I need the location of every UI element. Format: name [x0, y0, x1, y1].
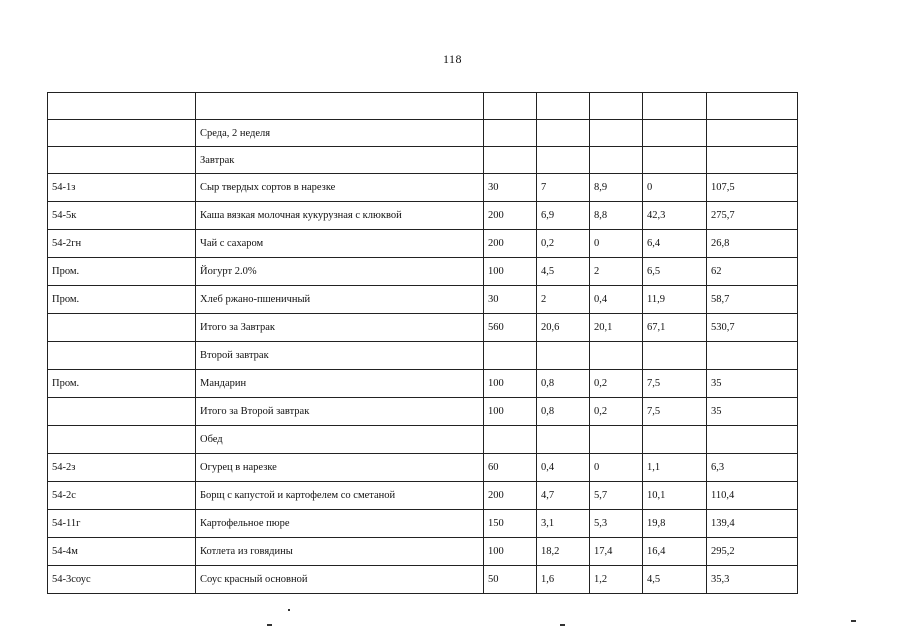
code-cell: Пром.	[48, 258, 196, 286]
code-cell: 54-11г	[48, 510, 196, 538]
protein-cell: 18,2	[537, 538, 590, 566]
table-cell	[590, 147, 643, 174]
fat-cell: 0,2	[590, 398, 643, 426]
weight-cell: 100	[484, 370, 537, 398]
dish-name-cell: Хлеб ржано-пшеничный	[196, 286, 484, 314]
code-cell: 54-1з	[48, 174, 196, 202]
carbs-cell: 16,4	[643, 538, 707, 566]
dish-name-cell: Каша вязкая молочная кукурузная с клюквой	[196, 202, 484, 230]
protein-cell: 7	[537, 174, 590, 202]
table-row	[48, 426, 798, 454]
code-cell: 54-2гн	[48, 230, 196, 258]
dish-name-cell: Соус красный основной	[196, 566, 484, 594]
fat-cell: 20,1	[590, 314, 643, 342]
code-cell	[48, 314, 196, 342]
table-row	[48, 174, 798, 202]
scan-mark	[560, 624, 565, 626]
fat-cell: 1,2	[590, 566, 643, 594]
protein-cell: 6,9	[537, 202, 590, 230]
fat-cell	[590, 342, 643, 370]
code-cell	[48, 426, 196, 454]
table-row	[48, 230, 798, 258]
table-cell	[590, 93, 643, 120]
table-cell	[590, 120, 643, 147]
table-row	[48, 566, 798, 594]
table-cell	[48, 93, 196, 120]
scan-mark	[288, 609, 290, 611]
kcal-cell: 35	[707, 370, 798, 398]
carbs-cell	[643, 342, 707, 370]
weight-cell: 200	[484, 202, 537, 230]
page-number: 118	[442, 52, 463, 66]
dish-name-cell: Обед	[196, 426, 484, 454]
kcal-cell: 107,5	[707, 174, 798, 202]
dish-name-cell: Огурец в нарезке	[196, 454, 484, 482]
scan-mark	[267, 624, 272, 626]
weight-cell	[484, 426, 537, 454]
table-row	[48, 370, 798, 398]
code-cell	[48, 398, 196, 426]
table-cell	[643, 93, 707, 120]
carbs-cell: 0	[643, 174, 707, 202]
kcal-cell: 295,2	[707, 538, 798, 566]
protein-cell: 3,1	[537, 510, 590, 538]
weight-cell: 50	[484, 566, 537, 594]
menu-table-body	[48, 93, 798, 594]
table-row	[48, 286, 798, 314]
protein-cell: 0,2	[537, 230, 590, 258]
table-cell	[484, 147, 537, 174]
kcal-cell: 6,3	[707, 454, 798, 482]
meal-heading: Завтрак	[196, 147, 484, 174]
carbs-cell: 11,9	[643, 286, 707, 314]
fat-cell: 0	[590, 454, 643, 482]
carbs-cell: 7,5	[643, 398, 707, 426]
kcal-cell: 530,7	[707, 314, 798, 342]
weight-cell: 30	[484, 286, 537, 314]
table-row	[48, 454, 798, 482]
kcal-cell: 275,7	[707, 202, 798, 230]
table-cell	[196, 93, 484, 120]
meal-heading-row	[48, 147, 798, 174]
kcal-cell	[707, 426, 798, 454]
protein-cell	[537, 342, 590, 370]
dish-name-cell: Борщ с капустой и картофелем со сметаной	[196, 482, 484, 510]
dish-name-cell: Второй завтрак	[196, 342, 484, 370]
code-cell: 54-3соус	[48, 566, 196, 594]
table-row	[48, 482, 798, 510]
code-cell: 54-5к	[48, 202, 196, 230]
weight-cell: 150	[484, 510, 537, 538]
table-cell	[48, 120, 196, 147]
carbs-cell: 42,3	[643, 202, 707, 230]
table-cell	[537, 120, 590, 147]
dish-name-cell: Йогурт 2.0%	[196, 258, 484, 286]
table-row	[48, 342, 798, 370]
protein-cell: 0,8	[537, 398, 590, 426]
protein-cell: 1,6	[537, 566, 590, 594]
code-cell: 54-2с	[48, 482, 196, 510]
protein-cell	[537, 426, 590, 454]
table-cell	[707, 147, 798, 174]
fat-cell: 0	[590, 230, 643, 258]
kcal-cell: 62	[707, 258, 798, 286]
table-row	[48, 538, 798, 566]
fat-cell: 8,9	[590, 174, 643, 202]
kcal-cell: 26,8	[707, 230, 798, 258]
table-cell	[484, 120, 537, 147]
day-heading: Среда, 2 неделя	[196, 120, 484, 147]
dish-name-cell: Мандарин	[196, 370, 484, 398]
weight-cell: 560	[484, 314, 537, 342]
dish-name-cell: Итого за Второй завтрак	[196, 398, 484, 426]
table-row	[48, 258, 798, 286]
kcal-cell: 35,3	[707, 566, 798, 594]
dish-name-cell: Котлета из говядины	[196, 538, 484, 566]
code-cell	[48, 342, 196, 370]
table-cell	[707, 93, 798, 120]
weight-cell	[484, 342, 537, 370]
protein-cell: 20,6	[537, 314, 590, 342]
day-heading-row	[48, 120, 798, 147]
kcal-cell: 35	[707, 398, 798, 426]
dish-name-cell: Итого за Завтрак	[196, 314, 484, 342]
weight-cell: 100	[484, 258, 537, 286]
table-row	[48, 314, 798, 342]
table-cell	[537, 147, 590, 174]
protein-cell: 4,5	[537, 258, 590, 286]
carbs-cell: 10,1	[643, 482, 707, 510]
protein-cell: 0,4	[537, 454, 590, 482]
carbs-cell: 19,8	[643, 510, 707, 538]
kcal-cell: 139,4	[707, 510, 798, 538]
dish-name-cell: Чай с сахаром	[196, 230, 484, 258]
protein-cell: 0,8	[537, 370, 590, 398]
dish-name-cell: Сыр твердых сортов в нарезке	[196, 174, 484, 202]
fat-cell: 0,2	[590, 370, 643, 398]
carbs-cell: 67,1	[643, 314, 707, 342]
fat-cell: 5,3	[590, 510, 643, 538]
scan-mark	[851, 620, 856, 622]
table-row	[48, 510, 798, 538]
fat-cell: 17,4	[590, 538, 643, 566]
code-cell: Пром.	[48, 286, 196, 314]
table-cell	[643, 120, 707, 147]
fat-cell: 8,8	[590, 202, 643, 230]
table-cell	[537, 93, 590, 120]
weight-cell: 30	[484, 174, 537, 202]
header-blank-row	[48, 93, 798, 120]
weight-cell: 60	[484, 454, 537, 482]
carbs-cell: 1,1	[643, 454, 707, 482]
table-cell	[484, 93, 537, 120]
weight-cell: 200	[484, 482, 537, 510]
dish-name-cell: Картофельное пюре	[196, 510, 484, 538]
carbs-cell: 6,5	[643, 258, 707, 286]
kcal-cell: 58,7	[707, 286, 798, 314]
fat-cell: 5,7	[590, 482, 643, 510]
code-cell: Пром.	[48, 370, 196, 398]
fat-cell: 0,4	[590, 286, 643, 314]
table-row	[48, 398, 798, 426]
table-cell	[48, 147, 196, 174]
weight-cell: 100	[484, 398, 537, 426]
carbs-cell: 4,5	[643, 566, 707, 594]
table-cell	[643, 147, 707, 174]
protein-cell: 2	[537, 286, 590, 314]
carbs-cell: 7,5	[643, 370, 707, 398]
fat-cell	[590, 426, 643, 454]
kcal-cell	[707, 342, 798, 370]
weight-cell: 200	[484, 230, 537, 258]
carbs-cell	[643, 426, 707, 454]
code-cell: 54-4м	[48, 538, 196, 566]
table-cell	[707, 120, 798, 147]
fat-cell: 2	[590, 258, 643, 286]
code-cell: 54-2з	[48, 454, 196, 482]
kcal-cell: 110,4	[707, 482, 798, 510]
table-row	[48, 202, 798, 230]
carbs-cell: 6,4	[643, 230, 707, 258]
protein-cell: 4,7	[537, 482, 590, 510]
menu-table	[47, 92, 798, 594]
weight-cell: 100	[484, 538, 537, 566]
